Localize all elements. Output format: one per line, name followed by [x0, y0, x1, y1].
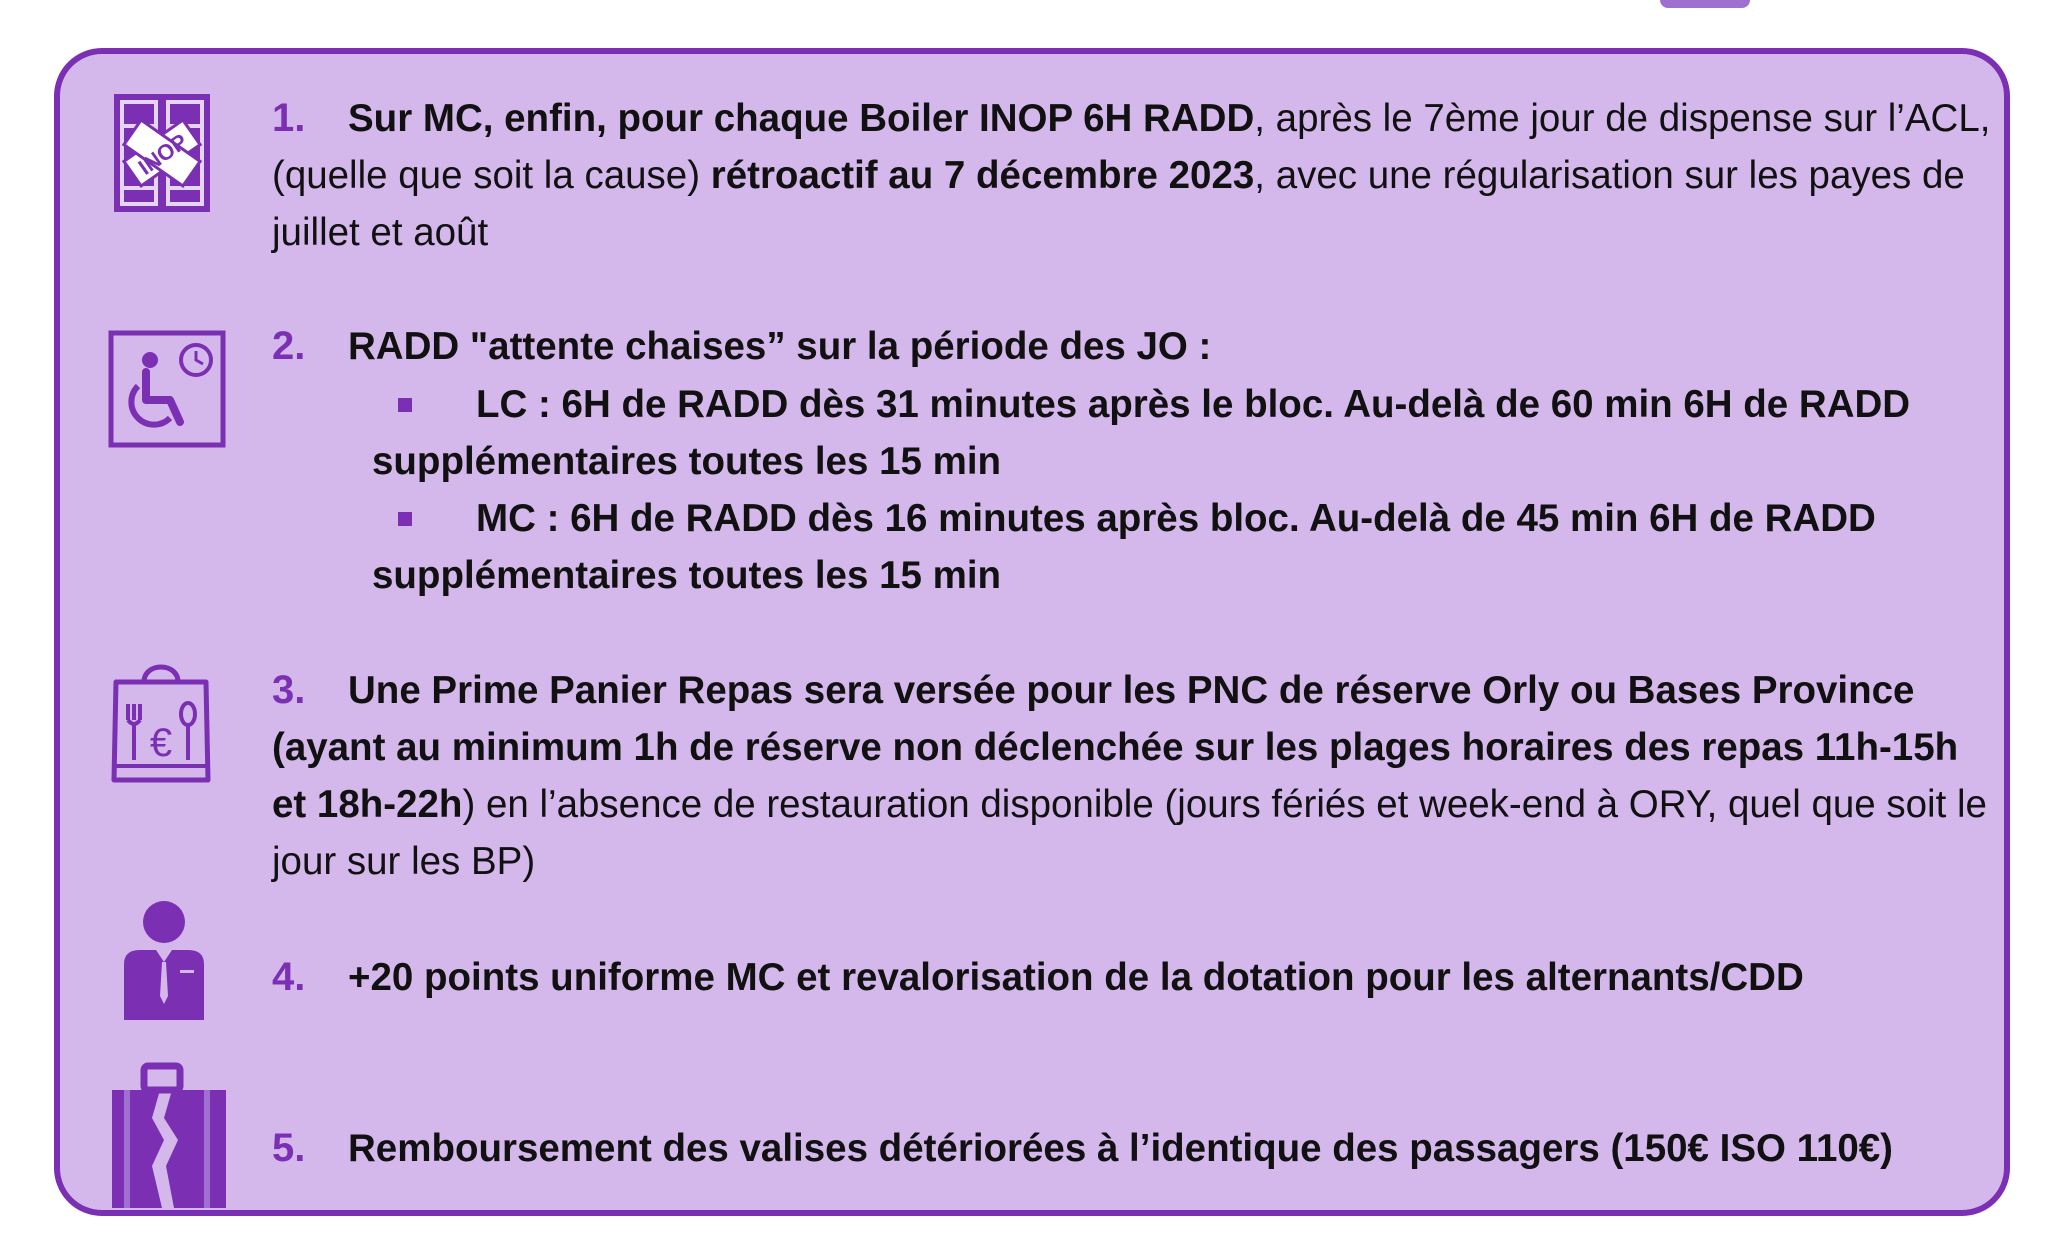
item-4-text	[272, 949, 1992, 1006]
item-3-text	[272, 662, 1992, 890]
item-2-number: 2.	[272, 324, 306, 368]
uniform-person-icon	[122, 900, 206, 1020]
inop-boiler-icon	[112, 92, 212, 214]
item-1-number: 1.	[272, 96, 306, 140]
item-1-bold-b: rétroactif au 7 décembre 2023	[710, 154, 1255, 197]
svg-text:€: €	[149, 721, 173, 765]
item-3-number: 3.	[272, 668, 306, 712]
item-3-regular: ) en l’absence de restauration disponible (jours fériés et week-end à ORY, quel que soit le jour sur les BP)	[272, 783, 1987, 883]
item-2-bullet-1-marker	[398, 398, 412, 412]
item-4-number: 4.	[272, 955, 306, 999]
top-decoration	[1660, 0, 1750, 8]
item-2-bullet-2-line-1: MC : 6H de RADD dès 16 minutes après bloc. Au-delà de 45 min 6H de RADD	[476, 497, 1876, 540]
svg-text:INOP: INOP	[133, 128, 193, 180]
item-1-text	[272, 90, 1992, 261]
item-2-bullet-2-line-2: supplémentaires toutes les 15 min	[372, 554, 1002, 597]
wheelchair-clock-icon	[108, 330, 226, 448]
item-3-bold: Une Prime Panier Repas sera versée pour les PNC de réserve Orly ou Bases Province (ayant au minimum 1h de réserve non déclenchée sur les plages horaires des repas 11h-15h et 18h-22h	[272, 669, 1959, 826]
item-5-bold: Remboursement des valises détériorées à l’identique des passagers (150€ ISO 110€)	[348, 1127, 1894, 1170]
item-2-title	[272, 318, 1992, 375]
item-4-bold: +20 points uniforme MC et revalorisation de la dotation pour les alternants/CDD	[348, 956, 1804, 999]
broken-suitcase-icon	[108, 1060, 230, 1208]
item-2-bullet-1-line-2: supplémentaires toutes les 15 min	[372, 440, 1002, 483]
item-5-number: 5.	[272, 1126, 306, 1170]
item-5-text	[272, 1120, 1992, 1177]
item-1-text-b: , avec une régularisation sur les payes de juillet et août	[272, 154, 1965, 254]
item-2-bullet-1-line-1: LC : 6H de RADD dès 31 minutes après le bloc. Au-delà de 60 min 6H de RADD	[476, 383, 1911, 426]
item-1-bold-a: Sur MC, enfin, pour chaque Boiler INOP 6H RADD	[348, 97, 1255, 140]
meal-bag-euro-icon	[106, 656, 216, 784]
item-1-text-a: , après le 7ème jour de dispense sur l’ACL, (quelle que soit la cause)	[272, 97, 1991, 197]
item-2-bullet-2-marker	[398, 512, 412, 526]
item-2-heading: RADD "attente chaises” sur la période des JO :	[348, 325, 1212, 368]
